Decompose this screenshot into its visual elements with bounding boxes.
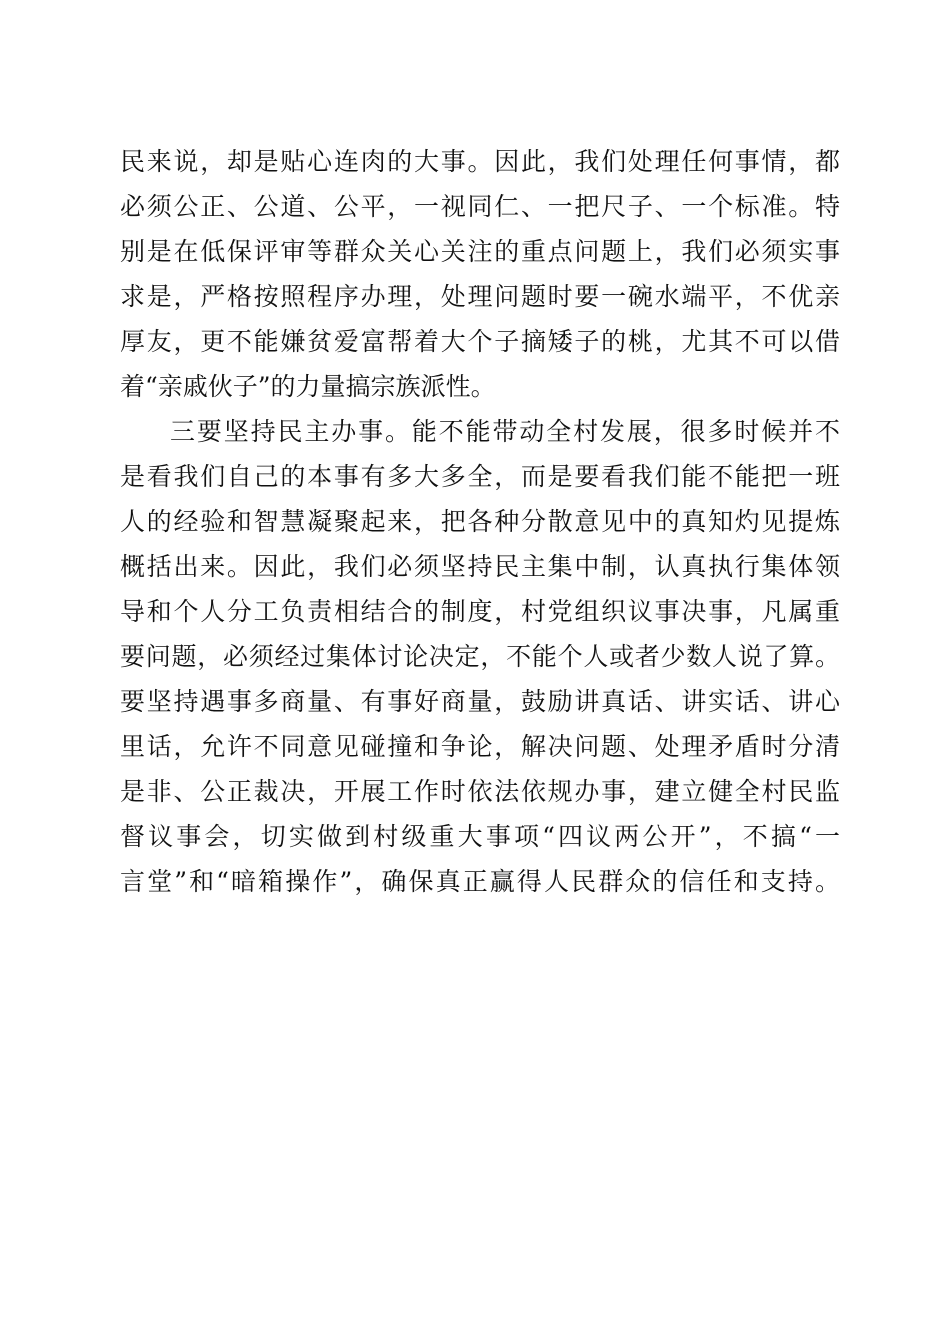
- text-line: 别是在低保评审等群众关心关注的重点问题上，我们必须实事: [120, 237, 840, 266]
- paragraph-start-line: 三要坚持民主办事。能不能带动全村发展，很多时候并不: [170, 417, 840, 446]
- text-line: 导和个人分工负责相结合的制度，村党组织议事决事，凡属重: [120, 597, 840, 626]
- text-line: 里话，允许不同意见碰撞和争论，解决问题、处理矛盾时分清: [120, 732, 840, 761]
- text-line: 必须公正、公道、公平，一视同仁、一把尺子、一个标准。特: [120, 192, 840, 221]
- text-line: 督议事会，切实做到村级重大事项“四议两公开”，不搞“一: [120, 822, 840, 851]
- text-line: 是看我们自己的本事有多大多全，而是要看我们能不能把一班: [120, 462, 840, 491]
- text-line: 人的经验和智慧凝聚起来，把各种分散意见中的真知灼见提炼: [120, 507, 840, 536]
- text-line: 要坚持遇事多商量、有事好商量，鼓励讲真话、讲实话、讲心: [120, 687, 840, 716]
- text-line: 民来说，却是贴心连肉的大事。因此，我们处理任何事情，都: [120, 147, 840, 176]
- text-line: 着“亲戚伙子”的力量搞宗族派性。: [120, 372, 496, 401]
- text-line: 要问题，必须经过集体讨论决定，不能个人或者少数人说了算。: [120, 642, 840, 671]
- text-line: 概括出来。因此，我们必须坚持民主集中制，认真执行集体领: [120, 552, 840, 581]
- text-line: 求是，严格按照程序办理，处理问题时要一碗水端平，不优亲: [120, 282, 840, 311]
- body-text: [120, 139, 840, 904]
- text-line: 言堂”和“暗箱操作”，确保真正赢得人民群众的信任和支持。: [120, 867, 840, 896]
- text-line: 是非、公正裁决，开展工作时依法依规办事，建立健全村民监: [120, 777, 840, 806]
- text-line: 厚友，更不能嫌贫爱富帮着大个子摘矮子的桃，尤其不可以借: [120, 327, 840, 356]
